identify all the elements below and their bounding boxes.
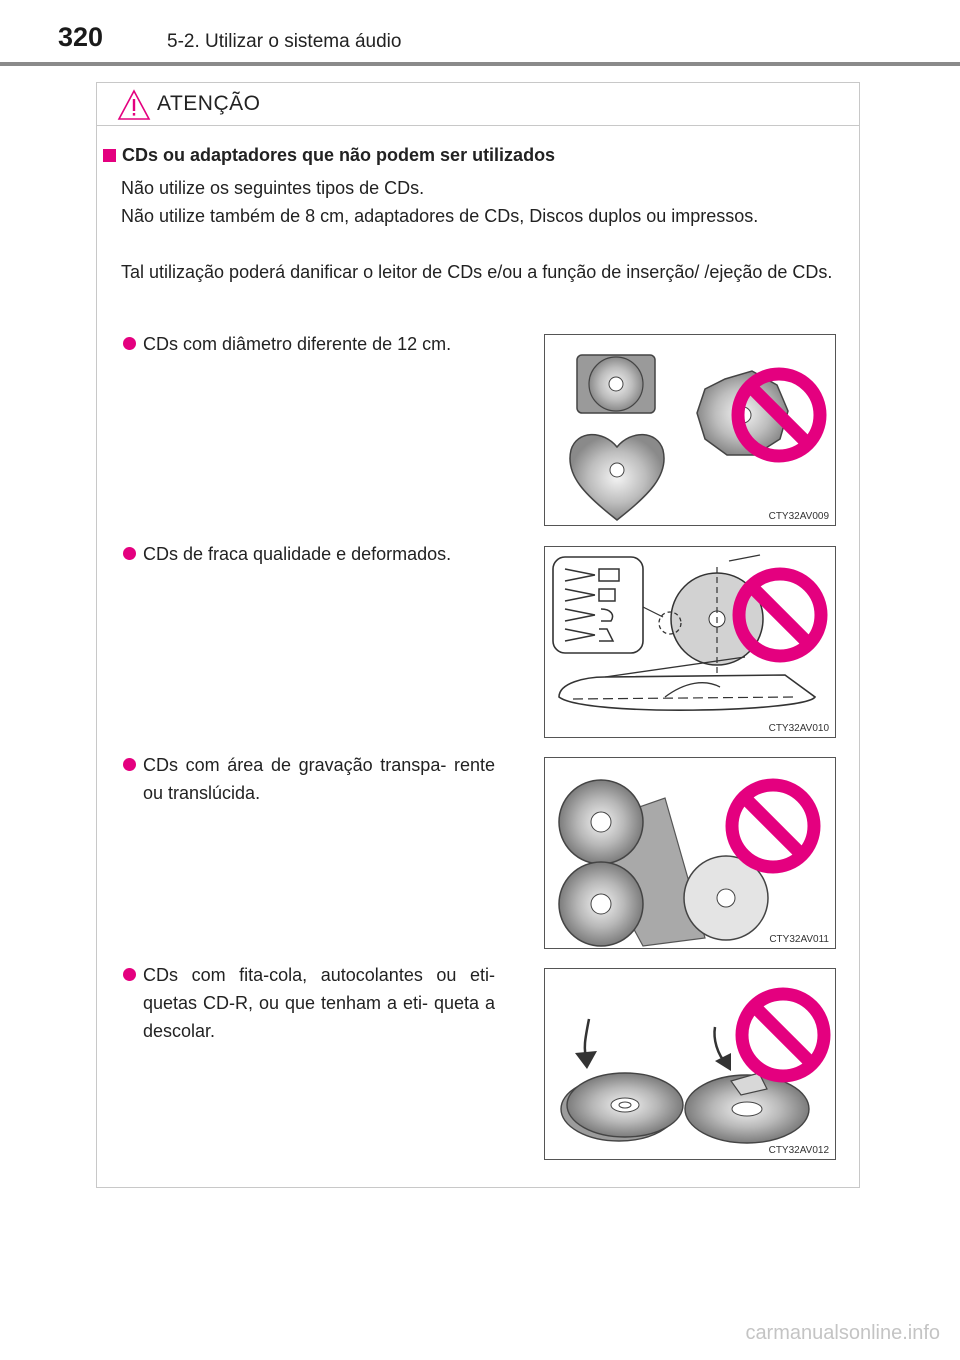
paragraph: Tal utilização poderá danificar o leitor de CDs e/ou a função de inserção/ /ejeção de CDs.: [121, 262, 833, 282]
list-item-text: CDs com fita-cola, autocolantes ou eti- quetas CD-R, ou que tenham a eti- queta a descolar.: [143, 965, 495, 1041]
page-number: 320: [58, 22, 104, 52]
watermark: carmanualsonline.info: [745, 1322, 940, 1344]
list-item: [123, 961, 495, 1045]
paragraph: Não utilize também de 8 cm, adaptadores de CDs, Discos duplos ou impressos.: [121, 206, 759, 226]
sub-heading-text: CDs ou adaptadores que não podem ser utilizados: [122, 145, 556, 165]
figure-deformed-cds: [544, 546, 836, 738]
list-item-text: CDs com área de gravação transpa- rente ou translúcida.: [143, 755, 495, 803]
list-item-text: CDs com diâmetro diferente de 12 cm.: [143, 334, 452, 354]
paragraph: Não utilize os seguintes tipos de CDs.: [121, 178, 425, 198]
warning-box: [96, 82, 860, 1188]
warning-title: ATENÇÃO: [157, 92, 261, 115]
page-header: [0, 0, 960, 66]
odd-shaped-cds-illustration: [545, 335, 836, 526]
bullet-dot-icon: [123, 968, 136, 981]
list-item: [123, 751, 495, 807]
figure-code: CTY32AV011: [769, 934, 829, 945]
figure-odd-shaped-cds: [544, 334, 836, 526]
deformed-cds-illustration: [545, 547, 836, 738]
labelled-cds-illustration: [545, 969, 836, 1160]
figure-code: CTY32AV009: [768, 511, 829, 522]
square-bullet-icon: [103, 149, 116, 162]
warning-triangle-icon: [117, 89, 151, 121]
section-title: 5-2. Utilizar o sistema áudio: [167, 31, 402, 52]
list-item: [123, 330, 495, 358]
figure-code: CTY32AV010: [768, 723, 829, 734]
list-item-text: CDs de fraca qualidade e deformados.: [143, 544, 452, 564]
sub-heading: [103, 145, 555, 166]
figure-code: CTY32AV012: [768, 1145, 829, 1156]
warning-header: [97, 83, 859, 126]
bullet-dot-icon: [123, 337, 136, 350]
transparent-cds-illustration: [545, 758, 836, 949]
list-item: [123, 540, 495, 568]
bullet-dot-icon: [123, 547, 136, 560]
figure-transparent-cds: [544, 757, 836, 949]
figure-labelled-cds: [544, 968, 836, 1160]
bullet-dot-icon: [123, 758, 136, 771]
header-rule: [0, 62, 960, 66]
